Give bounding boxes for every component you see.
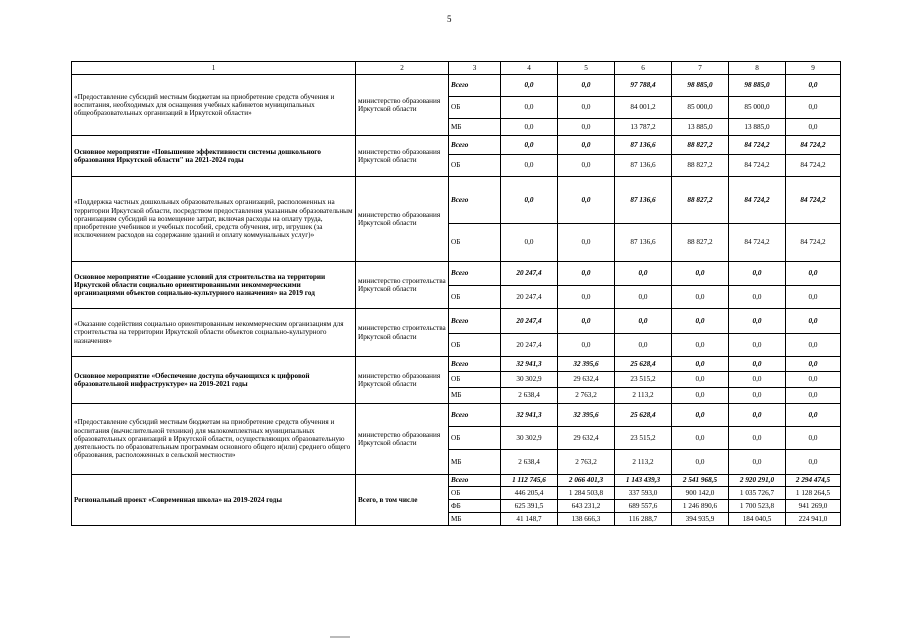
amount-cell: 88 827,2	[672, 224, 729, 262]
amount-cell: 87 136,6	[615, 224, 672, 262]
amount-cell: 0,0	[786, 388, 841, 404]
amount-cell: 23 515,2	[615, 372, 672, 388]
amount-cell: 1 246 890,6	[672, 500, 729, 513]
amount-cell: 0,0	[672, 450, 729, 475]
activity-description: Основное мероприятие «Повышение эффективности системы дошкольного образования Иркутской области" на 2021-2024 годы	[72, 136, 356, 177]
amount-cell: 0,0	[558, 262, 615, 286]
amount-cell: 0,0	[558, 177, 615, 224]
activity-description: «Оказание содействия социально ориентированным некоммерческим организациям для строительства на территории Иркутской области объектов социально-культурного назначения»	[72, 309, 356, 357]
amount-cell: 23 515,2	[615, 427, 672, 450]
table-row	[72, 309, 841, 334]
amount-cell: 25 628,4	[615, 357, 672, 372]
amount-cell: 0,0	[672, 404, 729, 427]
amount-cell: 0,0	[786, 75, 841, 97]
amount-cell: 84 001,2	[615, 97, 672, 119]
amount-cell: 0,0	[672, 262, 729, 286]
table-row	[72, 75, 841, 97]
amount-cell: 184 040,5	[729, 513, 786, 526]
funding-source: Всего	[449, 177, 501, 224]
column-number-header: 9	[786, 62, 841, 75]
column-number-header: 3	[449, 62, 501, 75]
amount-cell: 29 632,4	[558, 427, 615, 450]
amount-cell: 0,0	[729, 372, 786, 388]
funding-source: МБ	[449, 450, 501, 475]
amount-cell: 0,0	[615, 262, 672, 286]
amount-cell: 84 724,2	[729, 155, 786, 177]
activity-description: «Предоставление субсидий местным бюджетам на приобретение средств обучения и воспитания, необходимых для оснащения учебных кабинетов муниципальных общеобразовательных организаций в Иркутской области»	[72, 75, 356, 136]
amount-cell: 88 827,2	[672, 155, 729, 177]
amount-cell: 13 885,0	[729, 119, 786, 136]
amount-cell: 32 395,6	[558, 357, 615, 372]
funding-source: ОБ	[449, 224, 501, 262]
amount-cell: 0,0	[786, 357, 841, 372]
amount-cell: 85 000,0	[729, 97, 786, 119]
funding-source: МБ	[449, 119, 501, 136]
amount-cell: 20 247,4	[501, 286, 558, 309]
amount-cell: 0,0	[672, 357, 729, 372]
amount-cell: 224 941,0	[786, 513, 841, 526]
amount-cell: 88 827,2	[672, 136, 729, 155]
funding-source: ОБ	[449, 155, 501, 177]
amount-cell: 0,0	[672, 388, 729, 404]
amount-cell: 446 205,4	[501, 487, 558, 500]
funding-source: Всего	[449, 75, 501, 97]
amount-cell: 88 827,2	[672, 177, 729, 224]
amount-cell: 0,0	[501, 97, 558, 119]
amount-cell: 0,0	[729, 450, 786, 475]
amount-cell: 0,0	[501, 177, 558, 224]
activity-description: Основное мероприятие «Создание условий для строительства на территории Иркутской области социально ориентированными некоммерческими организациями объектов социально-культурного назначения» на 2019 год	[72, 262, 356, 309]
amount-cell: 13 787,2	[615, 119, 672, 136]
amount-cell: 0,0	[729, 309, 786, 334]
amount-cell: 1 112 745,6	[501, 475, 558, 487]
amount-cell: 0,0	[729, 427, 786, 450]
amount-cell: 84 724,2	[786, 224, 841, 262]
activity-description: Основное мероприятие «Обеспечение доступа обучающихся к цифровой образовательной инфраструктуре» на 2019-2021 годы	[72, 357, 356, 404]
amount-cell: 98 885,0	[729, 75, 786, 97]
amount-cell: 32 395,6	[558, 404, 615, 427]
funding-source: Всего	[449, 309, 501, 334]
column-number-header: 1	[72, 62, 356, 75]
executor: министерство строительства Иркутской области	[356, 309, 449, 357]
amount-cell: 87 136,6	[615, 177, 672, 224]
amount-cell: 0,0	[786, 427, 841, 450]
amount-cell: 41 148,7	[501, 513, 558, 526]
page-number: 5	[447, 14, 452, 24]
funding-source: Всего	[449, 357, 501, 372]
amount-cell: 2 066 401,3	[558, 475, 615, 487]
amount-cell: 0,0	[558, 309, 615, 334]
amount-cell: 13 885,0	[672, 119, 729, 136]
amount-cell: 0,0	[558, 286, 615, 309]
amount-cell: 84 724,2	[786, 155, 841, 177]
amount-cell: 20 247,4	[501, 262, 558, 286]
amount-cell: 0,0	[729, 388, 786, 404]
funding-source: МБ	[449, 388, 501, 404]
amount-cell: 20 247,4	[501, 334, 558, 357]
amount-cell: 2 541 968,5	[672, 475, 729, 487]
activity-description: «Поддержка частных дошкольных образовательных организаций, расположенных на территории Иркутской области, посредством предоставления указанным образовательным организациям субсидий на возмещение затрат, включая расходы на оплату труда, приобретение учебников и учебных пособий, средств обучения, игр, игрушек (за исключением расходов на содержание зданий и оплату коммунальных услуг)»	[72, 177, 356, 262]
amount-cell: 0,0	[558, 155, 615, 177]
funding-source: Всего	[449, 262, 501, 286]
amount-cell: 2 763,2	[558, 450, 615, 475]
amount-cell: 32 941,3	[501, 357, 558, 372]
amount-cell: 84 724,2	[729, 224, 786, 262]
amount-cell: 0,0	[672, 427, 729, 450]
table-row	[72, 357, 841, 372]
amount-cell: 0,0	[672, 334, 729, 357]
amount-cell: 1 143 439,3	[615, 475, 672, 487]
amount-cell: 0,0	[786, 262, 841, 286]
header-row	[72, 62, 841, 75]
funding-source: ОБ	[449, 97, 501, 119]
funding-source: ОБ	[449, 334, 501, 357]
executor: министерство образования Иркутской области	[356, 136, 449, 177]
column-number-header: 8	[729, 62, 786, 75]
funding-source: ФБ	[449, 500, 501, 513]
amount-cell: 0,0	[501, 75, 558, 97]
amount-cell: 0,0	[786, 119, 841, 136]
amount-cell: 2 294 474,5	[786, 475, 841, 487]
amount-cell: 84 724,2	[729, 136, 786, 155]
amount-cell: 0,0	[729, 262, 786, 286]
amount-cell: 2 113,2	[615, 450, 672, 475]
amount-cell: 138 666,3	[558, 513, 615, 526]
scan-artifact	[330, 636, 350, 638]
amount-cell: 0,0	[558, 75, 615, 97]
amount-cell: 0,0	[729, 357, 786, 372]
executor: министерство строительства Иркутской области	[356, 262, 449, 309]
executor: министерство образования Иркутской области	[356, 404, 449, 475]
amount-cell: 87 136,6	[615, 155, 672, 177]
funding-source: Всего	[449, 136, 501, 155]
amount-cell: 689 557,6	[615, 500, 672, 513]
amount-cell: 337 593,0	[615, 487, 672, 500]
amount-cell: 0,0	[558, 224, 615, 262]
amount-cell: 0,0	[672, 372, 729, 388]
amount-cell: 0,0	[501, 136, 558, 155]
amount-cell: 30 302,9	[501, 372, 558, 388]
funding-source: ОБ	[449, 372, 501, 388]
amount-cell: 900 142,0	[672, 487, 729, 500]
amount-cell: 0,0	[501, 155, 558, 177]
column-number-header: 6	[615, 62, 672, 75]
amount-cell: 0,0	[558, 136, 615, 155]
amount-cell: 1 128 264,5	[786, 487, 841, 500]
column-number-header: 7	[672, 62, 729, 75]
amount-cell: 97 788,4	[615, 75, 672, 97]
executor: министерство образования Иркутской области	[356, 357, 449, 404]
executor: министерство образования Иркутской области	[356, 75, 449, 136]
amount-cell: 84 724,2	[786, 136, 841, 155]
amount-cell: 29 632,4	[558, 372, 615, 388]
table-row	[72, 404, 841, 427]
table-row	[72, 177, 841, 224]
funding-source: ОБ	[449, 427, 501, 450]
column-number-header: 2	[356, 62, 449, 75]
amount-cell: 941 269,0	[786, 500, 841, 513]
funding-source: Всего	[449, 475, 501, 487]
amount-cell: 2 638,4	[501, 450, 558, 475]
amount-cell: 0,0	[501, 119, 558, 136]
amount-cell: 84 724,2	[729, 177, 786, 224]
amount-cell: 85 000,0	[672, 97, 729, 119]
amount-cell: 0,0	[672, 286, 729, 309]
amount-cell: 2 638,4	[501, 388, 558, 404]
table-row	[72, 475, 841, 487]
amount-cell: 643 231,2	[558, 500, 615, 513]
amount-cell: 25 628,4	[615, 404, 672, 427]
amount-cell: 625 391,5	[501, 500, 558, 513]
amount-cell: 0,0	[558, 334, 615, 357]
amount-cell: 0,0	[729, 404, 786, 427]
budget-table	[71, 61, 841, 526]
amount-cell: 87 136,6	[615, 136, 672, 155]
amount-cell: 0,0	[558, 119, 615, 136]
amount-cell: 0,0	[786, 286, 841, 309]
amount-cell: 2 113,2	[615, 388, 672, 404]
amount-cell: 0,0	[672, 309, 729, 334]
amount-cell: 0,0	[615, 286, 672, 309]
amount-cell: 0,0	[786, 404, 841, 427]
amount-cell: 0,0	[786, 450, 841, 475]
amount-cell: 0,0	[729, 286, 786, 309]
amount-cell: 0,0	[786, 97, 841, 119]
table-row	[72, 262, 841, 286]
amount-cell: 116 288,7	[615, 513, 672, 526]
funding-source: ОБ	[449, 286, 501, 309]
amount-cell: 0,0	[786, 334, 841, 357]
activity-description: Региональный проект «Современная школа» на 2019-2024 годы	[72, 475, 356, 526]
amount-cell: 2 763,2	[558, 388, 615, 404]
amount-cell: 98 885,0	[672, 75, 729, 97]
amount-cell: 2 920 291,0	[729, 475, 786, 487]
amount-cell: 1 700 523,8	[729, 500, 786, 513]
amount-cell: 30 302,9	[501, 427, 558, 450]
amount-cell: 0,0	[615, 334, 672, 357]
column-number-header: 5	[558, 62, 615, 75]
amount-cell: 1 284 503,8	[558, 487, 615, 500]
amount-cell: 20 247,4	[501, 309, 558, 334]
amount-cell: 0,0	[729, 334, 786, 357]
amount-cell: 84 724,2	[786, 177, 841, 224]
funding-source: МБ	[449, 513, 501, 526]
executor: министерство образования Иркутской области	[356, 177, 449, 262]
amount-cell: 394 935,9	[672, 513, 729, 526]
executor: Всего, в том числе	[356, 475, 449, 526]
amount-cell: 1 035 726,7	[729, 487, 786, 500]
amount-cell: 0,0	[501, 224, 558, 262]
table-row	[72, 136, 841, 155]
amount-cell: 32 941,3	[501, 404, 558, 427]
amount-cell: 0,0	[786, 372, 841, 388]
funding-source: ОБ	[449, 487, 501, 500]
funding-source: Всего	[449, 404, 501, 427]
column-number-header: 4	[501, 62, 558, 75]
amount-cell: 0,0	[558, 97, 615, 119]
activity-description: «Предоставление субсидий местным бюджетам на приобретение средств обучения и воспитания (вычислительной техники) для малокомплектных муниципальных образовательных организаций в Иркутской области, осуществляющих образовательную деятельность по образовательным программам основного общего и(или) среднего общего образования, расположенных в сельской местности»	[72, 404, 356, 475]
amount-cell: 0,0	[615, 309, 672, 334]
amount-cell: 0,0	[786, 309, 841, 334]
